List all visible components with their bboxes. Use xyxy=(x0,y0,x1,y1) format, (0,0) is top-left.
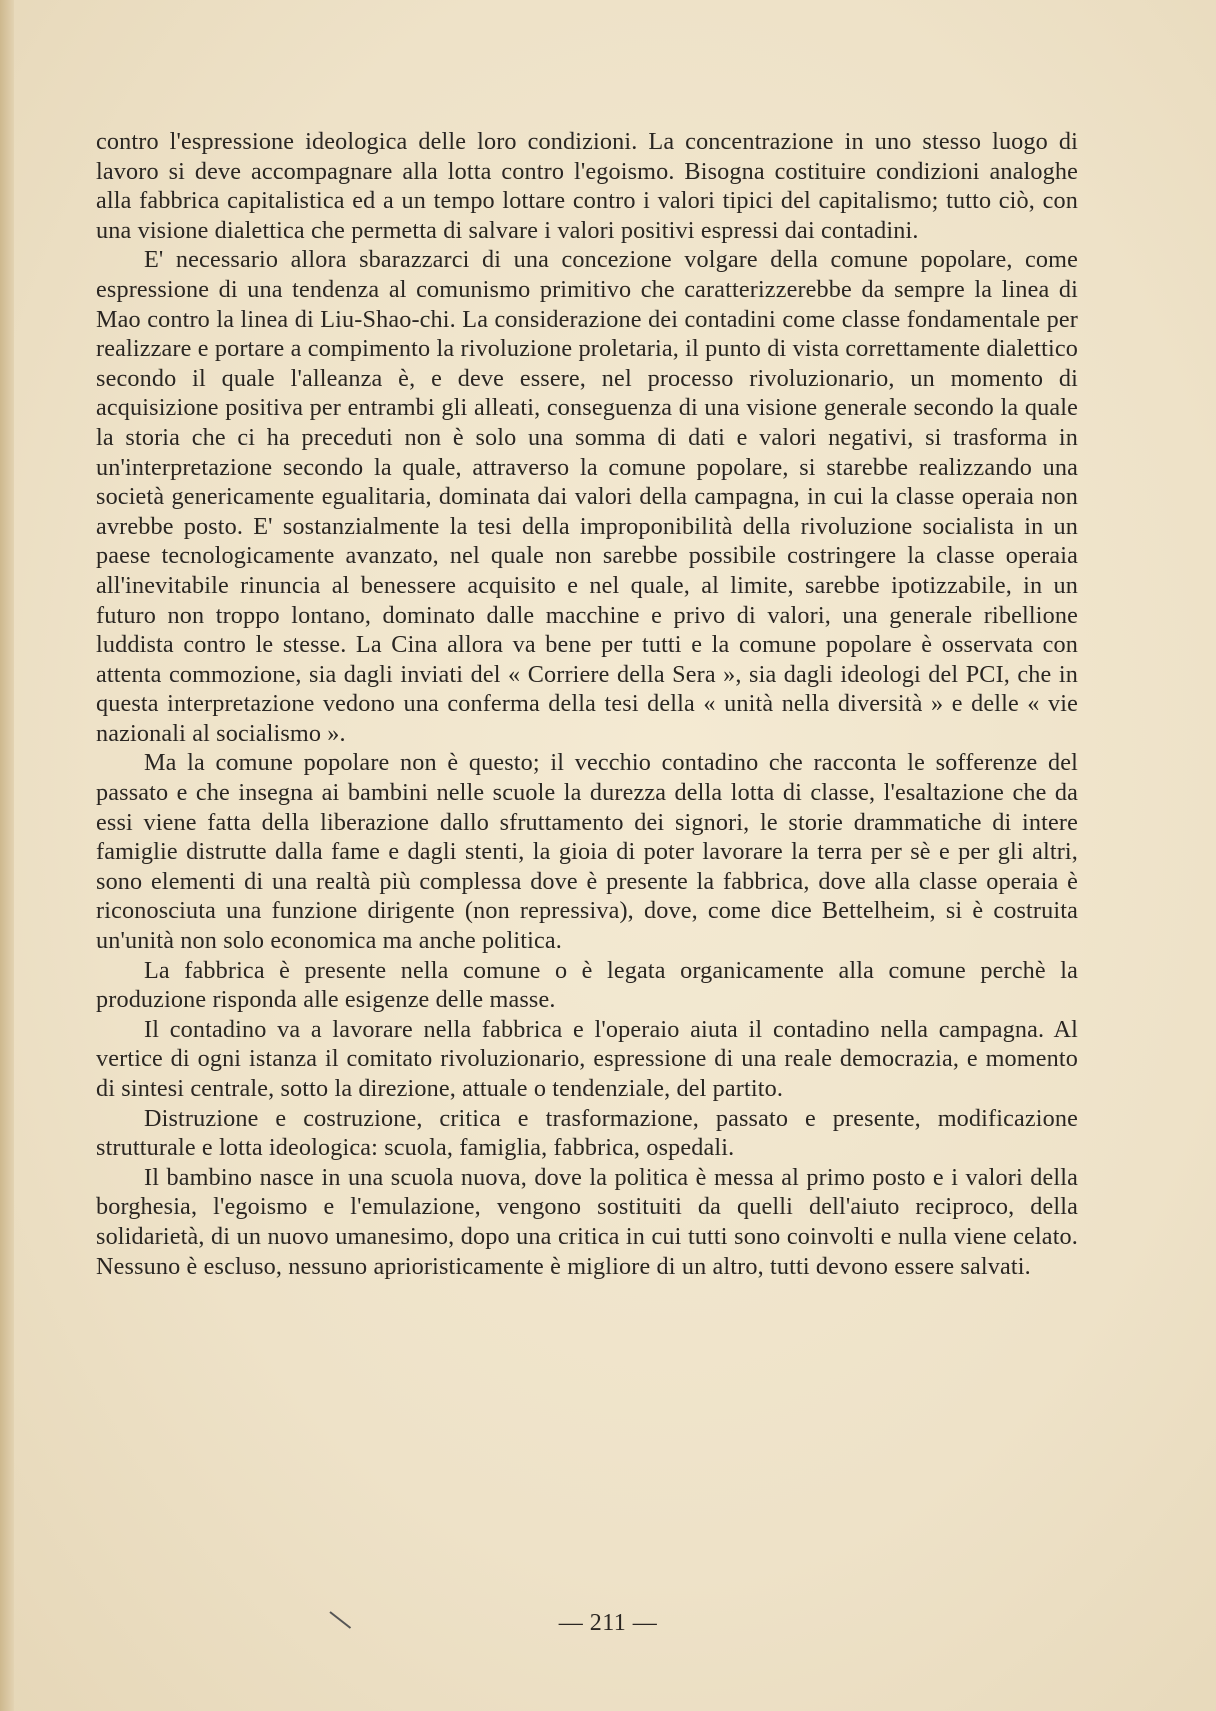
paragraph: Distruzione e costruzione, critica e trasformazione, passato e presente, modificazione strutturale e lotta ideologica: scuola, famiglia, fabbrica, ospedali. xyxy=(96,1104,1078,1162)
paragraph: Ma la comune popolare non è questo; il vecchio contadino che racconta le sofferenze del passato e che insegna ai bambini nelle scuole la durezza della lotta di classe, l'esaltazione che da essi viene fatta della liberazione dallo sfruttamento dei signori, le storie drammatiche di intere famiglie distrutte dalla fame e dagli stenti, la gioia di poter lavorare la terra per sè e per gli altri, sono elementi di una realtà più complessa dove è presente la fabbrica, dove alla classe operaia è riconosciuta una funzione dirigente (non repressiva), dove, come dice Bettelheim, si è costruita un'unità non solo economica ma anche politica. xyxy=(96,749,1078,955)
paragraph: Il bambino nasce in una scuola nuova, dove la politica è messa al primo posto e i valori della borghesia, l'egoismo e l'emulazione, vengono sostituiti da quelli dell'aiuto reciproco, della solidarietà, di un nuovo umanesimo, dopo una critica in cui tutti sono coinvolti e nulla viene celato. Nessuno è escluso, nessuno aprioristicamente è migliore di un altro, tutti devono essere salvati. xyxy=(96,1163,1078,1280)
paragraph: La fabbrica è presente nella comune o è legata organicamente alla comune perchè la produzione risponda alle esigenze delle masse. xyxy=(96,956,1078,1014)
page-edge xyxy=(0,0,14,1711)
page-number: — 211 — xyxy=(558,1610,658,1636)
paragraph: E' necessario allora sbarazzarci di una concezione volgare della comune popolare, come espressione di una tendenza al comunismo primitivo che caratterizzerebbe da sempre la linea di Mao contro la linea di Liu-Shao-chi. La considerazione dei contadini come classe fondamentale per realizzare e portare a compimento la rivoluzione proletaria, il punto di vista correttamente dialettico secondo il quale l'alleanza è, e deve essere, nel processo rivoluzionario, un momento di acquisizione positiva per entrambi gli alleati, conseguenza di una visione generale secondo la quale la storia che ci ha preceduti non è solo una somma di dati e valori negativi, si trasforma in un'interpretazione secondo la quale, attraverso la comune popolare, si starebbe realizzando una società genericamente egualitaria, dominata dai valori della campagna, in cui la classe operaia non avrebbe posto. E' sostanzialmente la tesi della improponibilità della rivoluzione socialista in un paese tecnologicamente avanzato, nel quale non sarebbe possibile costringere la classe operaia all'inevitabile rinuncia al benessere acquisito e nel quale, al limite, sarebbe ipotizzabile, in un futuro non troppo lontano, dominato dalle macchine e privo di valori, una generale ribellione luddista contro le stesse. La Cina allora va bene per tutti e la comune popolare è osservata con attenta commozione, sia dagli inviati del « Corriere della Sera », sia dagli ideologi del PCI, che in questa interpretazione vedono una conferma della tesi della « unità nella diversità » e delle « vie nazionali al socialismo ». xyxy=(96,246,1078,747)
paragraph: contro l'espressione ideologica delle loro condizioni. La concentrazione in uno stesso luogo di lavoro si deve accompagnare alla lotta contro l'egoismo. Bisogna costituire condizioni analoghe alla fabbrica capitalistica ed a un tempo lottare contro i valori tipici del capitalismo; tutto ciò, con una visione dialettica che permetta di salvare i valori positivi espressi dai contadini. xyxy=(96,128,1078,244)
paragraph: Il contadino va a lavorare nella fabbrica e l'operaio aiuta il contadino nella campagna. Al vertice di ogni istanza il comitato rivoluzionario, espressione di una reale democrazia, e momento di sintesi centrale, sotto la direzione, attuale o tendenziale, del partito. xyxy=(96,1015,1078,1102)
body-text xyxy=(96,127,1078,1281)
